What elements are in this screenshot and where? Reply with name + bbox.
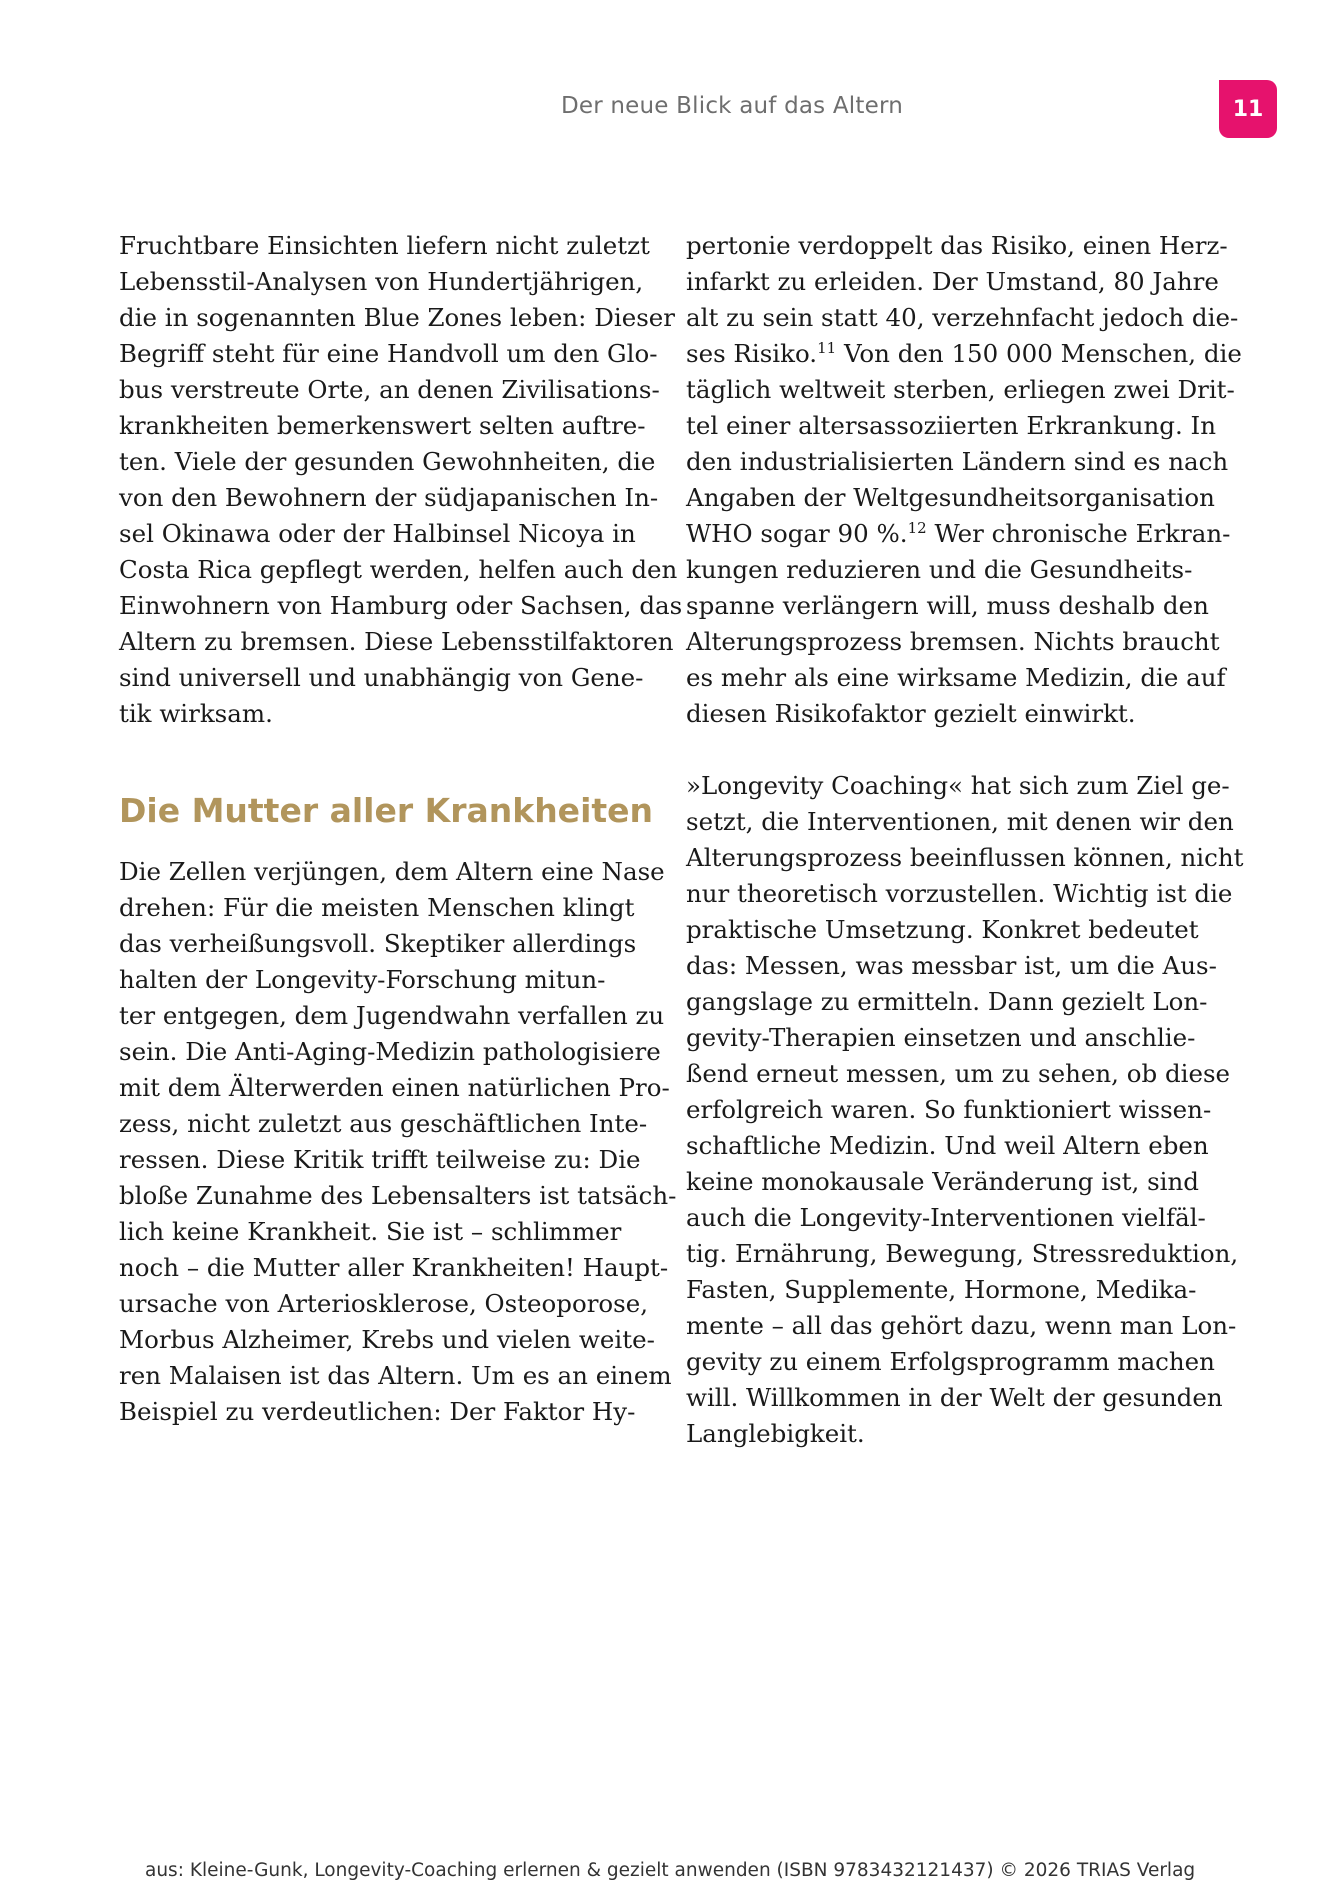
page-number-badge: 11 — [1219, 80, 1277, 138]
text-line: Beispiel zu verdeutlichen: Der Faktor Hy- — [119, 1397, 636, 1426]
text-line: schaftliche Medizin. Und weil Altern eben — [686, 1131, 1209, 1160]
text-line: spanne verlängern will, muss deshalb den — [686, 591, 1209, 620]
text-line: Fruchtbare Einsichten liefern nicht zuletzt — [119, 231, 650, 260]
text-line: das: Messen, was messbar ist, um die Aus- — [686, 951, 1217, 980]
footnote-ref-12: 12 — [907, 518, 927, 537]
footer-citation: aus: Kleine-Gunk, Longevity-Coaching erlernen & gezielt anwenden (ISBN 9783432121437) © 2026 TRIAS Verlag — [145, 1860, 1196, 1881]
text-line: praktische Umsetzung. Konkret bedeutet — [686, 915, 1199, 944]
text-line: den industrialisierten Ländern sind es nach — [686, 447, 1229, 476]
text-line: gevity-Therapien einsetzen und anschlie- — [686, 1023, 1196, 1052]
text-line: ressen. Diese Kritik trifft teilweise zu: Die — [119, 1145, 641, 1174]
text-line: noch – die Mutter aller Krankheiten! Haupt- — [119, 1253, 669, 1282]
text-line: halten der Longevity-Forschung mitun- — [119, 965, 606, 994]
text-line: nur theoretisch vorzustellen. Wichtig ist die — [686, 879, 1233, 908]
section-heading: Die Mutter aller Krankheiten — [119, 791, 654, 830]
text-line: drehen: Für die meisten Menschen klingt — [119, 893, 635, 922]
text-line: tel einer altersassoziierten Erkrankung. In — [686, 411, 1217, 440]
text-line: gangslage zu ermitteln. Dann gezielt Lon- — [686, 987, 1208, 1016]
paragraph-risikofaktor — [686, 228, 1242, 732]
text-line: Langlebigkeit. — [686, 1419, 865, 1448]
text-line: sein. Die Anti-Aging-Medizin pathologisiere — [119, 1037, 661, 1066]
text-line: sind universell und unabhängig von Gene- — [119, 663, 644, 692]
text-line: ßend erneut messen, um zu sehen, ob diese — [686, 1059, 1231, 1088]
text-line: tig. Ernährung, Bewegung, Stressreduktion, — [686, 1239, 1239, 1268]
text-line: Fasten, Supplemente, Hormone, Medika- — [686, 1275, 1197, 1304]
text-line: sel Okinawa oder der Halbinsel Nicoya in — [119, 519, 636, 548]
text-line: das verheißungsvoll. Skeptiker allerdings — [119, 929, 637, 958]
text-line: auch die Longevity-Interventionen vielfäl- — [686, 1203, 1206, 1232]
text-line: ursache von Arteriosklerose, Osteoporose, — [119, 1289, 649, 1318]
text-line: alt zu sein statt 40, verzehnfacht jedoch die- — [686, 303, 1239, 332]
text-line: Lebensstil-Analysen von Hundertjährigen, — [119, 267, 644, 296]
text-line: ter entgegen, dem Jugendwahn verfallen zu — [119, 1001, 665, 1030]
paragraph-blue-zones — [119, 228, 683, 732]
running-title: Der neue Blick auf das Altern — [560, 93, 903, 119]
text-line: setzt, die Interventionen, mit denen wir den — [686, 807, 1234, 836]
text-line: »Longevity Coaching« hat sich zum Ziel ge- — [686, 771, 1230, 800]
text-line: erfolgreich waren. So funktioniert wissen- — [686, 1095, 1212, 1124]
text-line: gevity zu einem Erfolgsprogramm machen — [686, 1347, 1215, 1376]
text-line: Altern zu bremsen. Diese Lebensstilfaktoren — [119, 627, 674, 656]
text-line: zess, nicht zuletzt aus geschäftlichen Inte- — [119, 1109, 648, 1138]
text-line: von den Bewohnern der südjapanischen In- — [119, 483, 659, 512]
paragraph-spacer — [686, 732, 1206, 768]
text-line: kungen reduzieren und die Gesundheits- — [686, 555, 1193, 584]
text-line: will. Willkommen in der Welt der gesunden — [686, 1383, 1223, 1412]
text-line: Alterungsprozess beeinflussen können, nicht — [686, 843, 1244, 872]
right-column — [686, 228, 1244, 1452]
text-line: krankheiten bemerkenswert selten auftre- — [119, 411, 646, 440]
text-line: die in sogenannten Blue Zones leben: Dieser — [119, 303, 675, 332]
text-line: lich keine Krankheit. Sie ist – schlimmer — [119, 1217, 622, 1246]
text-line — [686, 516, 1231, 552]
text-line: Die Zellen verjüngen, dem Altern eine Nase — [119, 857, 665, 886]
footnote-ref-11: 11 — [817, 338, 837, 357]
text-line: Morbus Alzheimer, Krebs und vielen weite- — [119, 1325, 655, 1354]
text-line: infarkt zu erleiden. Der Umstand, 80 Jahre — [686, 267, 1219, 296]
text-fragment: Wer chronische Erkran- — [926, 519, 1231, 548]
paragraph-longevity-coaching — [686, 768, 1244, 1452]
text-line: Begriff steht für eine Handvoll um den Glo- — [119, 339, 658, 368]
text-line — [686, 336, 1242, 372]
text-line: tik wirksam. — [119, 699, 273, 728]
text-line: pertonie verdoppelt das Risiko, einen Herz- — [686, 231, 1228, 260]
left-column — [119, 228, 683, 1430]
text-fragment: Von den 150 000 Menschen, die — [836, 339, 1242, 368]
text-line: täglich weltweit sterben, erliegen zwei Drit- — [686, 375, 1235, 404]
text-line: diesen Risikofaktor gezielt einwirkt. — [686, 699, 1136, 728]
text-line: Alterungsprozess bremsen. Nichts braucht — [686, 627, 1220, 656]
text-line: Angaben der Weltgesundheitsorganisation — [686, 483, 1215, 512]
text-line: ten. Viele der gesunden Gewohnheiten, die — [119, 447, 656, 476]
text-fragment: WHO sogar 90 %. — [686, 519, 908, 548]
text-line: ren Malaisen ist das Altern. Um es an einem — [119, 1361, 672, 1390]
paragraph-mutter-aller-krankheiten — [119, 854, 677, 1430]
text-line: bloße Zunahme des Lebensalters ist tatsäch- — [119, 1181, 677, 1210]
text-line: mit dem Älterwerden einen natürlichen Pro- — [119, 1073, 670, 1102]
text-line: es mehr als eine wirksame Medizin, die auf — [686, 663, 1226, 692]
text-line: bus verstreute Orte, an denen Zivilisations- — [119, 375, 660, 404]
text-line: keine monokausale Veränderung ist, sind — [686, 1167, 1199, 1196]
text-fragment: ses Risiko. — [686, 339, 818, 368]
text-line: mente – all das gehört dazu, wenn man Lon- — [686, 1311, 1237, 1340]
text-line: Einwohnern von Hamburg oder Sachsen, das — [119, 591, 683, 620]
text-line: Costa Rica gepflegt werden, helfen auch den — [119, 555, 678, 584]
